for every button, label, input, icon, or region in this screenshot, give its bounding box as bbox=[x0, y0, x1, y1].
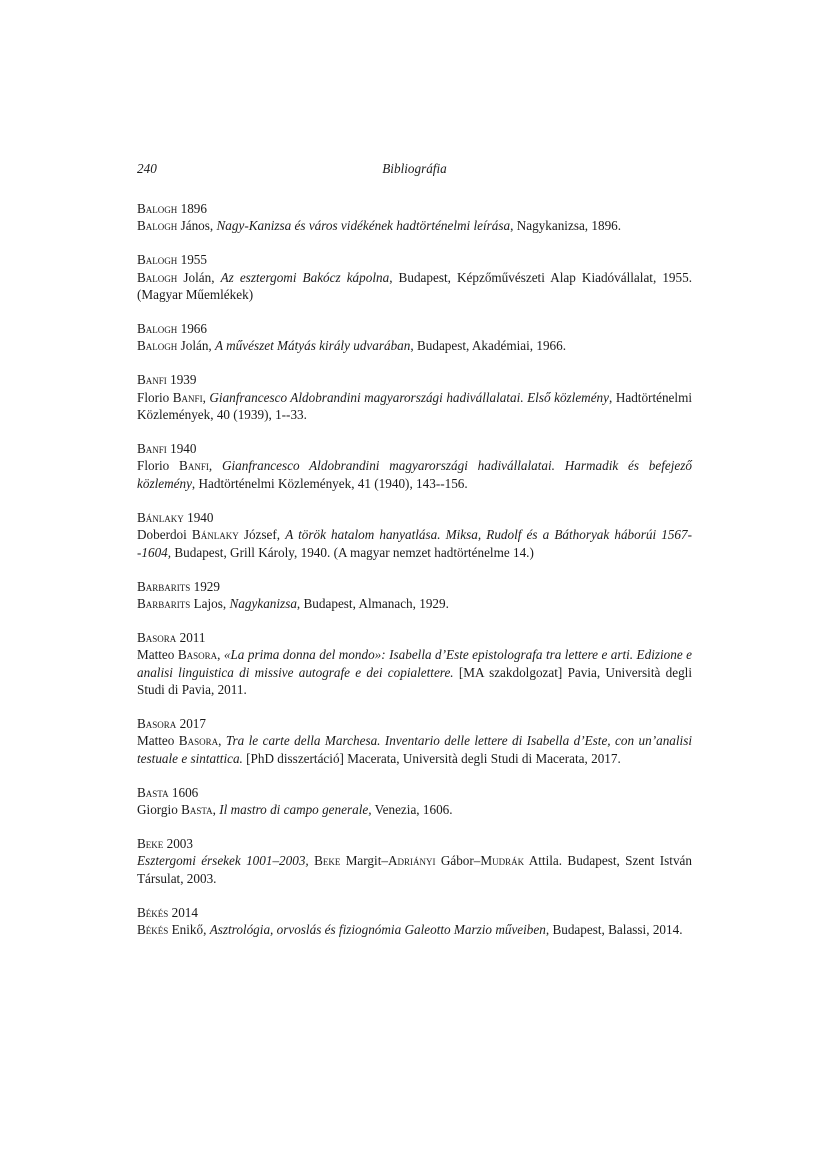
reference-text: Attila. Budapest, Szent István Társulat, 2003. bbox=[137, 853, 692, 886]
reference-author: Beke bbox=[314, 853, 341, 869]
reference-title: Esztergomi érsekek 1001–2003, bbox=[137, 853, 309, 869]
reference-text: Matteo bbox=[137, 647, 178, 663]
reference-text: Jolán, bbox=[177, 338, 216, 354]
reference-text: Jolán, bbox=[177, 269, 221, 285]
entry-key-year: 2011 bbox=[176, 629, 206, 645]
reference-text: , bbox=[212, 802, 220, 818]
entry-key-author: Balogh bbox=[137, 321, 178, 337]
reference-text: Margit– bbox=[340, 853, 388, 869]
bibliography-entry bbox=[137, 371, 692, 423]
entry-key-year: 1940 bbox=[183, 509, 214, 525]
entry-reference bbox=[137, 337, 692, 354]
entry-key-year: 1940 bbox=[166, 441, 197, 457]
reference-title: Il mastro di campo generale, bbox=[219, 802, 372, 818]
entry-key-year: 2014 bbox=[168, 904, 198, 920]
entry-reference bbox=[137, 732, 692, 767]
reference-author: Balogh bbox=[137, 338, 178, 354]
entry-key-author: Banfi bbox=[137, 441, 167, 457]
reference-text: , Nagykanizsa, 1896. bbox=[510, 218, 622, 234]
reference-title: Asztrológia, orvoslás és fiziognómia Galeotto Marzio műveiben bbox=[209, 922, 546, 938]
entry-key-author: Banfi bbox=[137, 372, 167, 388]
reference-text: , Budapest, Akadémiai, 1966. bbox=[410, 338, 567, 354]
entry-key-year: 1955 bbox=[177, 252, 207, 268]
reference-text: Gábor– bbox=[435, 853, 481, 869]
reference-author: Balogh bbox=[137, 269, 178, 285]
reference-title: Nagykanizsa bbox=[229, 595, 297, 611]
reference-author: Basora bbox=[178, 733, 219, 749]
running-title: Bibliográfia bbox=[382, 161, 447, 176]
reference-text: , bbox=[202, 389, 210, 405]
reference-text: [MA szakdolgozat] Pavia, Università degli Studi di Pavia, 2011. bbox=[137, 664, 693, 698]
bibliography-entry bbox=[137, 200, 692, 235]
reference-text: János, bbox=[177, 218, 217, 234]
entry-reference bbox=[137, 269, 692, 304]
entry-key-author: Barbarits bbox=[137, 578, 191, 594]
reference-text: , bbox=[218, 733, 226, 749]
reference-text: , Hadtörténelmi Közlemények, 41 (1940), 143--156. bbox=[191, 475, 468, 491]
bibliography-entry bbox=[137, 715, 692, 767]
entry-key bbox=[137, 200, 692, 217]
entry-reference bbox=[137, 852, 692, 887]
entry-key-year: 1606 bbox=[168, 784, 199, 800]
entry-key bbox=[137, 371, 692, 388]
entry-key-year: 1896 bbox=[177, 201, 207, 216]
reference-author: Basora bbox=[177, 647, 218, 663]
entry-key-year: 2017 bbox=[176, 715, 206, 731]
reference-author: Mudrák bbox=[480, 853, 525, 869]
reference-author: Bánlaky bbox=[191, 527, 239, 543]
entry-key bbox=[137, 904, 692, 921]
reference-text: , Hadtörténelmi Közlemények, 40 (1939), 1--33. bbox=[137, 389, 692, 423]
reference-text: Giorgio bbox=[137, 802, 182, 818]
bibliography-entry bbox=[137, 509, 692, 561]
reference-text: Doberdoi bbox=[137, 527, 192, 543]
reference-text: Florio bbox=[137, 389, 173, 405]
bibliography-entry bbox=[137, 440, 692, 492]
entry-key bbox=[137, 629, 692, 646]
page-header bbox=[137, 160, 692, 180]
entry-key-year: 1966 bbox=[177, 321, 207, 337]
entry-key-author: Bánlaky bbox=[137, 509, 184, 525]
reference-text: József, bbox=[238, 527, 286, 543]
entry-reference bbox=[137, 389, 692, 424]
reference-text: [PhD disszertáció] Macerata, Università degli Studi di Macerata, 2017. bbox=[242, 750, 621, 766]
entry-key-author: Basora bbox=[137, 629, 177, 645]
reference-title: A török hatalom hanyatlása. Miksa, Rudolf és a Báthoryak háborúi 1567--1604, bbox=[137, 527, 692, 560]
entry-reference bbox=[137, 921, 692, 938]
entry-reference bbox=[137, 217, 692, 234]
entry-key bbox=[137, 440, 692, 457]
entry-reference bbox=[137, 526, 692, 561]
reference-text: , Budapest, Almanach, 1929. bbox=[296, 595, 449, 611]
entry-key bbox=[137, 715, 692, 732]
bibliography-entry bbox=[137, 578, 692, 613]
reference-author: Banfi bbox=[172, 389, 203, 405]
reference-author: Balogh bbox=[137, 218, 178, 234]
entry-reference bbox=[137, 457, 692, 492]
reference-title: Gianfrancesco Aldobrandini magyarországi hadivállalatai. Harmadik és befejező közlemény bbox=[137, 458, 693, 491]
entry-key bbox=[137, 320, 692, 337]
entry-reference bbox=[137, 595, 692, 612]
entry-key-year: 2003 bbox=[163, 835, 193, 851]
entry-key-author: Basta bbox=[137, 784, 169, 800]
entry-key-author: Balogh bbox=[137, 201, 178, 216]
reference-text: Enikő, bbox=[168, 922, 210, 938]
bibliography-list bbox=[137, 200, 692, 939]
entry-reference bbox=[137, 646, 692, 698]
reference-text: Lajos, bbox=[190, 595, 230, 611]
entry-key-author: Balogh bbox=[137, 252, 178, 268]
entry-key-author: Békés bbox=[137, 904, 169, 920]
reference-author: Barbarits bbox=[137, 595, 191, 611]
bibliography-entry bbox=[137, 629, 692, 699]
reference-title: «La prima donna del mondo»: Isabella d’Este epistolografa tra lettere e arti. Edizione e analisi linguistica di missive autografe e dei copialettere. bbox=[137, 647, 693, 680]
reference-author: Békés bbox=[137, 922, 169, 938]
entry-key bbox=[137, 251, 692, 268]
reference-title: Tra le carte della Marchesa. Inventario delle lettere di Isabella d’Este, con un’analisi testuale e sintattica. bbox=[137, 733, 693, 766]
entry-key bbox=[137, 835, 692, 852]
entry-key bbox=[137, 784, 692, 801]
bibliography-entry bbox=[137, 784, 692, 819]
reference-text: , Budapest, Képzőművészeti Alap Kiadóvállalat, 1955. (Magyar Műemlékek) bbox=[137, 269, 692, 303]
entry-key-author: Basora bbox=[137, 715, 177, 731]
entry-key-year: 1939 bbox=[166, 372, 197, 388]
reference-text: Budapest, Grill Károly, 1940. (A magyar nemzet hadtörténelme 14.) bbox=[171, 544, 534, 560]
reference-author: Banfi bbox=[179, 458, 209, 474]
reference-text: , bbox=[208, 458, 222, 474]
reference-text: Venezia, 1606. bbox=[371, 802, 453, 818]
entry-reference bbox=[137, 801, 692, 818]
reference-text: Florio bbox=[137, 458, 180, 474]
entry-key bbox=[137, 578, 692, 595]
reference-author: Basta bbox=[181, 802, 213, 818]
entry-key-year: 1929 bbox=[190, 578, 220, 594]
bibliography-entry bbox=[137, 251, 692, 303]
entry-key bbox=[137, 509, 692, 526]
reference-text: , Budapest, Balassi, 2014. bbox=[545, 922, 683, 938]
bibliography-entry bbox=[137, 904, 692, 939]
reference-title: A művészet Mátyás király udvarában bbox=[215, 338, 411, 354]
entry-key-author: Beke bbox=[137, 835, 164, 851]
bibliography-page bbox=[137, 160, 692, 955]
bibliography-entry bbox=[137, 320, 692, 355]
page-number: 240 bbox=[137, 161, 157, 176]
reference-title: Az esztergomi Bakócz kápolna bbox=[220, 269, 390, 285]
bibliography-entry bbox=[137, 835, 692, 887]
reference-title: Nagy-Kanizsa és város vidékének hadtörténelmi leírása bbox=[216, 218, 511, 234]
reference-author: Adriányi bbox=[387, 853, 436, 869]
reference-text: , bbox=[217, 647, 224, 663]
reference-text: Matteo bbox=[137, 733, 179, 749]
reference-title: Gianfrancesco Aldobrandini magyarországi hadivállalatai. Első közlemény bbox=[209, 389, 610, 405]
